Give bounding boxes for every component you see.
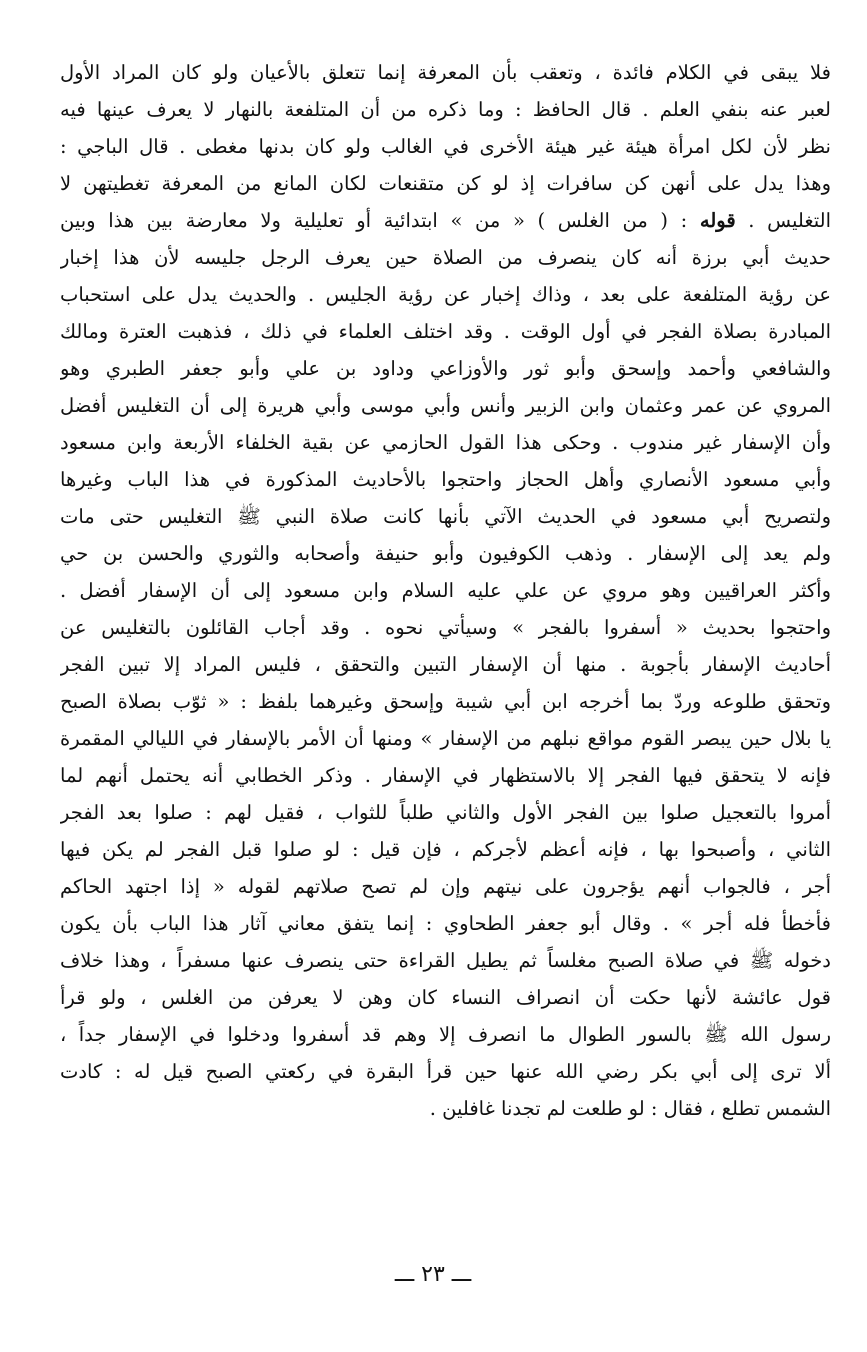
text-line-4: وهذا يدل على أنهن كن سافرات إذ لو كن متقنعات لكان المانع من المعرفة تغطيتهن لا xyxy=(60,172,831,195)
text-line-17: أحاديث الإسفار بأجوبة . منها أن الإسفار التبين والتحقق ، فليس المراد إلا تبين الفجر xyxy=(60,653,831,676)
text-line-12: وأبي مسعود الأنصاري وأهل الحجاز واحتجوا بالأحاديث المذكورة في هذا الباب وغيرها xyxy=(60,468,831,491)
text-line-1: فلا يبقى في الكلام فائدة ، وتعقب بأن المعرفة إنما تتعلق بالأعيان ولو كان المراد الأول xyxy=(60,61,831,84)
text-line-18: وتحقق طلوعه وردّ بما أخرجه ابن أبي شيبة وإسحق وغيرهما بلفظ : « ثوّب بصلاة الصبح xyxy=(60,690,831,713)
text-line-26: قول عائشة لأنها حكت أن انصراف النساء كان وهن لا يعرفن من الغلس ، ولو قرأ xyxy=(60,986,831,1009)
text-line-21: أمروا بالتعجيل صلوا بين الفجر الأول والثاني طلباً للثواب ، فقيل لهم : صلوا بعد الفجر xyxy=(60,801,831,824)
body-text xyxy=(60,54,831,1127)
text-line-3: نظر لأن لكل امرأة هيئة غير هيئة الأخرى في الغالب ولو كان بدنها مغطى . قال الباجي : xyxy=(60,135,831,158)
text-line-8: المبادرة بصلاة الفجر في أول الوقت . وقد اختلف العلماء في ذلك ، فذهبت العترة ومالك xyxy=(60,320,831,343)
text-line-16: واحتجوا بحديث « أسفروا بالفجر » وسيأتي نحوه . وقد أجاب القائلون بالتغليس عن xyxy=(60,616,831,639)
page-number: ـــ ٢٣ ـــ xyxy=(394,1262,472,1287)
text-line-25: دخوله ﷺ في صلاة الصبح مغلساً ثم يطيل القراءة حتى ينصرف عنها مسفراً ، وهذا خلاف xyxy=(60,949,831,972)
text-line-22: الثاني ، وأصبحوا بها ، فإنه أعظم لأجركم ، فإن قيل : لو صلوا قبل الفجر لم يكن فيها xyxy=(60,838,831,861)
text-line-5 xyxy=(60,202,831,239)
text-line-29: الشمس تطلع ، فقال : لو طلعت لم تجدنا غافلين . xyxy=(429,1097,831,1120)
text-line-20: فإنه لا يتحقق فيها الفجر إلا بالاستظهار في الإسفار . وذكر الخطابي أنه يحتمل أنهم لما xyxy=(60,764,831,787)
text-line-10: المروي عن عمر وعثمان وابن الزبير وأنس وأبي موسى وأبي هريرة إلى أن التغليس أفضل xyxy=(60,394,831,417)
text-line-5-rest: : ( من الغلس ) « من » ابتدائية أو تعليلية ولا معارضة بين هذا وبين xyxy=(60,209,700,232)
text-line-2: لعبر عنه بنفي العلم . قال الحافظ : وما ذكره من أن المتلفعة بالنهار لا يعرف عينها فيه xyxy=(60,98,831,121)
text-line-23: أجر ، فالجواب أنهم يؤجرون على نيتهم وإن لم تصح صلاتهم لقوله « إذا اجتهد الحاكم xyxy=(60,875,831,898)
text-line-14: ولم يعد إلى الإسفار . وذهب الكوفيون وأبو حنيفة وأصحابه والثوري والحسن بن حي xyxy=(60,542,831,565)
text-line-13: ولتصريح أبي مسعود في الحديث الآتي بأنها كانت صلاة النبي ﷺ التغليس حتى مات xyxy=(60,505,831,528)
text-line-27: رسول الله ﷺ بالسور الطوال ما انصرف إلا وهم قد أسفروا ودخلوا في الإسفار جداً ، xyxy=(60,1023,831,1046)
text-line-9: والشافعي وأحمد وإسحق وأبو ثور والأوزاعي وداود بن علي وأبو جعفر الطبري وهو xyxy=(60,357,831,380)
text-line-11: وأن الإسفار غير مندوب . وحكى هذا القول الحازمي عن بقية الخلفاء الأربعة وابن مسعود xyxy=(60,431,831,454)
text-line-28: ألا ترى إلى أبي بكر رضي الله عنها حين قرأ البقرة في ركعتي الصبح قيل له : كادت xyxy=(60,1060,831,1083)
text-line-7: عن رؤية المتلفعة على بعد ، وذاك إخبار عن رؤية الجليس . والحديث يدل على استحباب xyxy=(60,283,831,306)
qawluhu-bold-term: قوله xyxy=(699,209,736,232)
text-line-5-start: التغليس . xyxy=(735,209,831,232)
text-line-15: وأكثر العراقيين وهو مروي عن علي عليه السلام وابن مسعود إلى أن الإسفار أفضل . xyxy=(60,579,831,602)
text-line-19: يا بلال حين يبصر القوم مواقع نبلهم من الإسفار » ومنها أن الأمر بالإسفار في الليالي المقمرة xyxy=(60,727,831,750)
text-line-6: حديث أبي برزة أنه كان ينصرف من الصلاة حين يعرف الرجل جليسه لأن هذا إخبار xyxy=(60,246,831,269)
text-line-24: فأخطأ فله أجر » . وقال أبو جعفر الطحاوي : إنما يتفق معاني آثار هذا الباب بأن يكون xyxy=(60,912,831,935)
